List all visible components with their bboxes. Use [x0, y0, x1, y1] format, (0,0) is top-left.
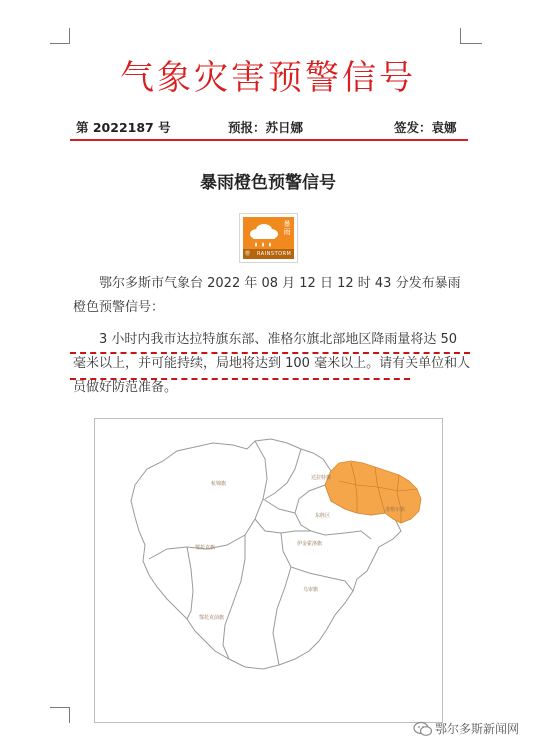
- crop-mark: [50, 43, 70, 44]
- emphasis-underline: [70, 352, 470, 354]
- crop-mark: [69, 28, 70, 44]
- watermark: [407, 718, 536, 740]
- region-label: 东胜区: [315, 513, 331, 519]
- icon-band-zh: 橙: [245, 251, 251, 257]
- region-label: 鄂托克旗: [195, 545, 216, 551]
- region-label: 杭锦旗: [211, 481, 227, 487]
- forecaster: 预报：苏日娜: [228, 120, 304, 135]
- icon-label: 暴雨: [283, 220, 291, 236]
- watermark-text: 鄂尔多斯新闻网: [435, 722, 520, 736]
- crop-mark: [460, 28, 461, 44]
- region-label: 乌审旗: [303, 587, 319, 593]
- crop-mark: [460, 43, 482, 44]
- wechat-icon: [413, 721, 433, 737]
- signal-title: 暴雨橙色预警信号: [200, 173, 336, 193]
- signed-by: 签发：袁娜: [394, 120, 457, 135]
- forecast-paragraph: 3 小时内我市达拉特旗东部、准格尔旗北部地区降雨量将达 50 毫米以上，并可能持续，局地将达到 100 毫米以上。请有关单位和人员做好防范准备。: [73, 332, 471, 395]
- warning-area-map: [94, 418, 443, 723]
- document-title: 气象灾害预警信号: [120, 58, 416, 98]
- crop-mark: [50, 707, 70, 708]
- region-label: 达拉特旗: [311, 475, 332, 481]
- region-label: 鄂托克前旗: [199, 615, 225, 621]
- rainstorm-orange-icon: [239, 213, 298, 263]
- emphasis-underline: [70, 378, 410, 380]
- icon-band: [243, 249, 294, 259]
- region-label: 准格尔旗: [385, 507, 406, 513]
- icon-band-en: RAINSTORM: [257, 251, 292, 257]
- issue-number: 第 2022187 号: [76, 120, 171, 135]
- region-label: 伊金霍洛旗: [297, 541, 323, 547]
- crop-mark: [69, 707, 70, 723]
- header-divider: [70, 139, 468, 141]
- intro-paragraph: 鄂尔多斯市气象台 2022 年 08 月 12 日 12 时 43 分发布暴雨橙色预警信号：: [73, 276, 461, 315]
